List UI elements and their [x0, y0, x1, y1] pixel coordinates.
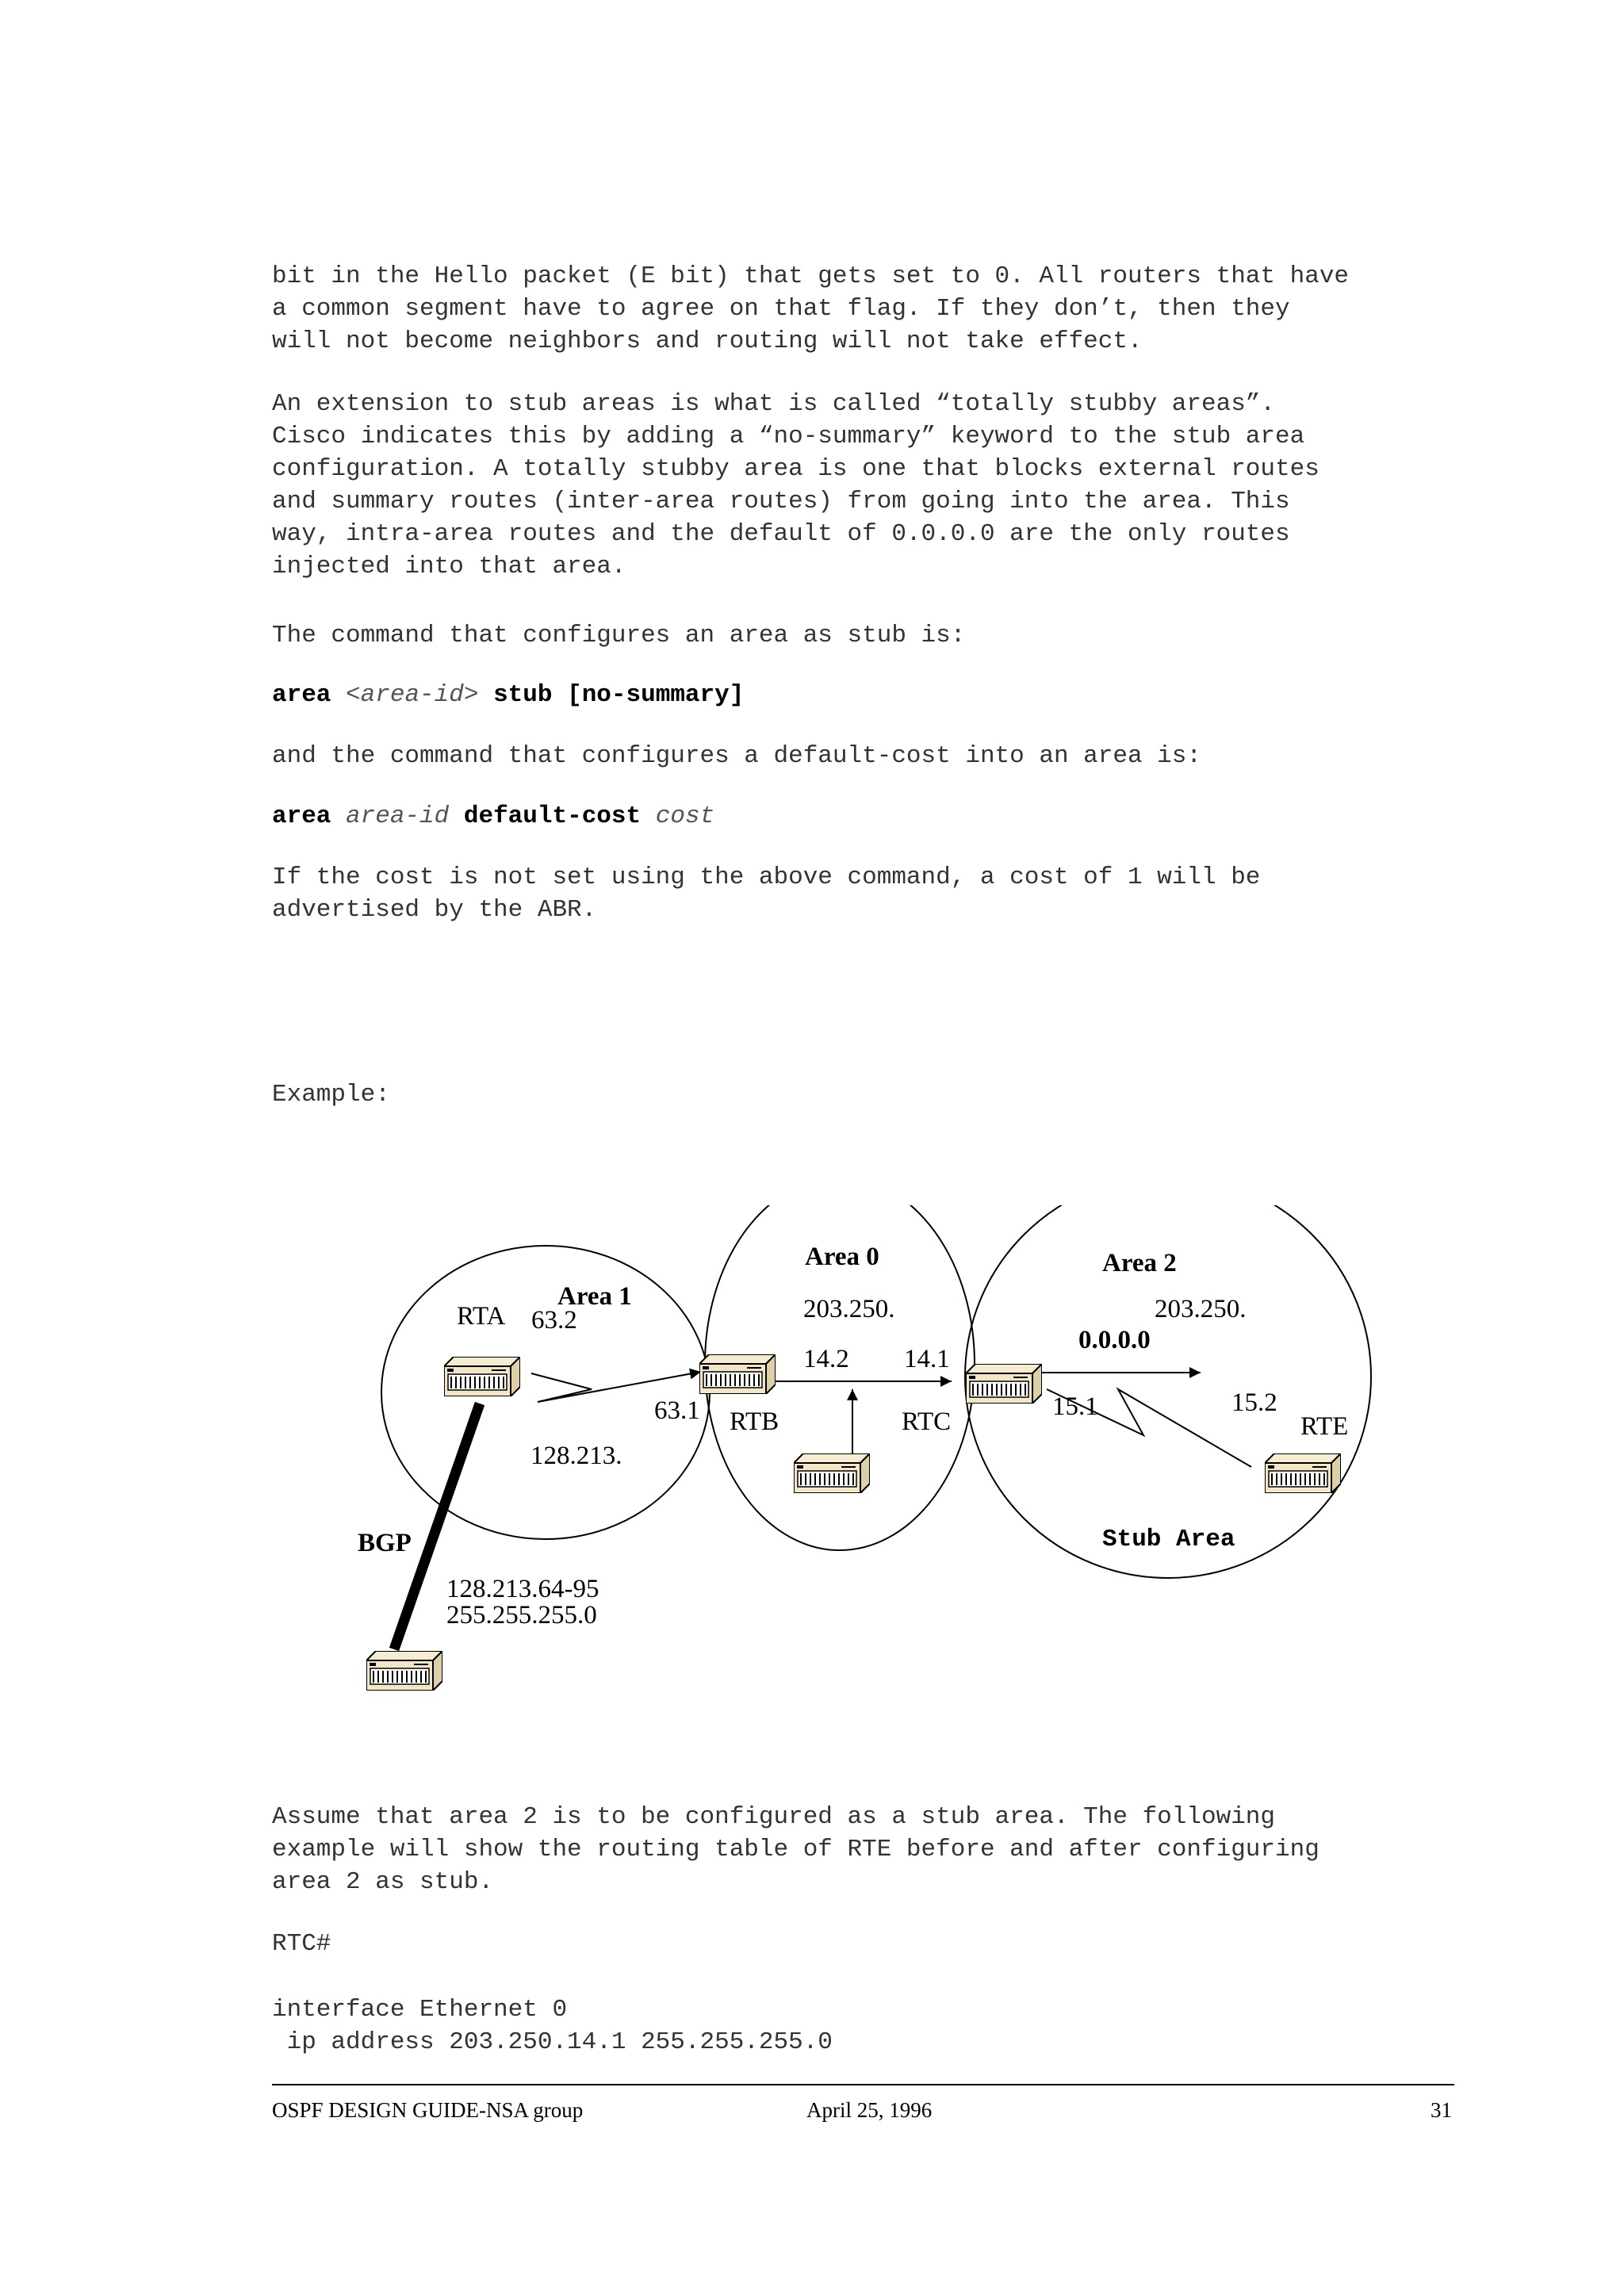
bgp-mask: 255.255.255.0	[446, 1601, 597, 1630]
keyword-stub-no-summary: stub [no-summary]	[493, 681, 745, 709]
command-area-stub	[272, 679, 1461, 711]
router-area0-icon	[794, 1453, 870, 1493]
bgp-label: BGP	[358, 1529, 412, 1557]
router-rte-icon	[1265, 1453, 1341, 1493]
argument-area-id: area-id	[346, 802, 450, 830]
rtb-ethernet-address: 14.2	[803, 1345, 849, 1373]
area1-boundary	[381, 1246, 710, 1539]
rta-label: RTA	[457, 1302, 506, 1331]
page-number: 31	[1431, 2098, 1452, 2122]
paragraph-default-cost-intro: and the command that configures a default-cost into an area is:	[272, 742, 1201, 770]
rta-serial-address: 63.2	[531, 1306, 577, 1335]
area0-subnet: 203.250.	[803, 1295, 895, 1323]
paragraph-totally-stubby: An extension to stub areas is what is called “totally stubby areas”. Cisco indicates this by adding a “no-summary” keyword to the stub area configuration. A totally stubby area is one that blocks external routes and summary routes (inter-area routes) from going into the area. This way, intra-area routes and the default of 0.0.0.0 are the only routes injected into that area.	[272, 390, 1320, 580]
rtc-label: RTC	[902, 1407, 952, 1436]
router-bgp-peer-icon	[366, 1651, 442, 1691]
area1-subnet: 128.213.	[530, 1442, 622, 1470]
rte-serial-address: 15.2	[1231, 1388, 1277, 1417]
area0-title: Area 0	[805, 1243, 879, 1271]
footer-divider	[272, 2084, 1454, 2085]
rtb-label: RTB	[730, 1407, 779, 1436]
router-rta-icon	[444, 1357, 520, 1396]
keyword-area: area	[272, 802, 331, 830]
rtb-serial-address: 63.1	[654, 1396, 700, 1425]
default-route-label: 0.0.0.0	[1078, 1326, 1151, 1354]
rte-label: RTE	[1300, 1412, 1349, 1441]
rtc-serial-address: 15.1	[1052, 1392, 1098, 1421]
stub-area-label: Stub Area	[1102, 1526, 1235, 1553]
paragraph-example-label: Example:	[272, 1081, 390, 1109]
keyword-default-cost: default-cost	[463, 802, 642, 830]
paragraph-stub-command-intro: The command that configures an area as stub is:	[272, 622, 966, 649]
area2-title: Area 2	[1102, 1249, 1177, 1277]
bgp-network: 128.213.64-95	[446, 1575, 599, 1603]
paragraph-assume-stub: Assume that area 2 is to be configured as a stub area. The following example will show the routing table of RTE before and after configuring area 2 as stub.	[272, 1803, 1320, 1896]
ospf-stub-area-diagram	[0, 1205, 1624, 1713]
keyword-area: area	[272, 681, 331, 709]
rtc-ethernet-address: 14.1	[904, 1345, 950, 1373]
paragraph-e-bit: bit in the Hello packet (E bit) that gets set to 0. All routers that have a common segment have to agree on that flag. If they don’t, then they will not become neighbors and routing will not take effect.	[272, 262, 1350, 355]
footer-date: April 25, 1996	[806, 2098, 933, 2122]
router-rtb-icon	[699, 1354, 776, 1394]
config-interface-block: interface Ethernet 0 ip address 203.250.14.1 255.255.255.0	[272, 1996, 833, 2056]
footer-title: OSPF DESIGN GUIDE-NSA group	[272, 2098, 584, 2122]
router-rtc-icon	[966, 1364, 1042, 1404]
area1-title: Area 1	[557, 1282, 632, 1311]
config-prompt: RTC#	[272, 1930, 331, 1958]
area2-subnet: 203.250.	[1155, 1295, 1247, 1323]
command-default-cost	[272, 800, 1461, 833]
argument-cost: cost	[655, 802, 715, 830]
paragraph-cost-default: If the cost is not set using the above command, a cost of 1 will be advertised by the ABR.	[272, 864, 1261, 924]
argument-area-id: <area-id>	[346, 681, 479, 709]
